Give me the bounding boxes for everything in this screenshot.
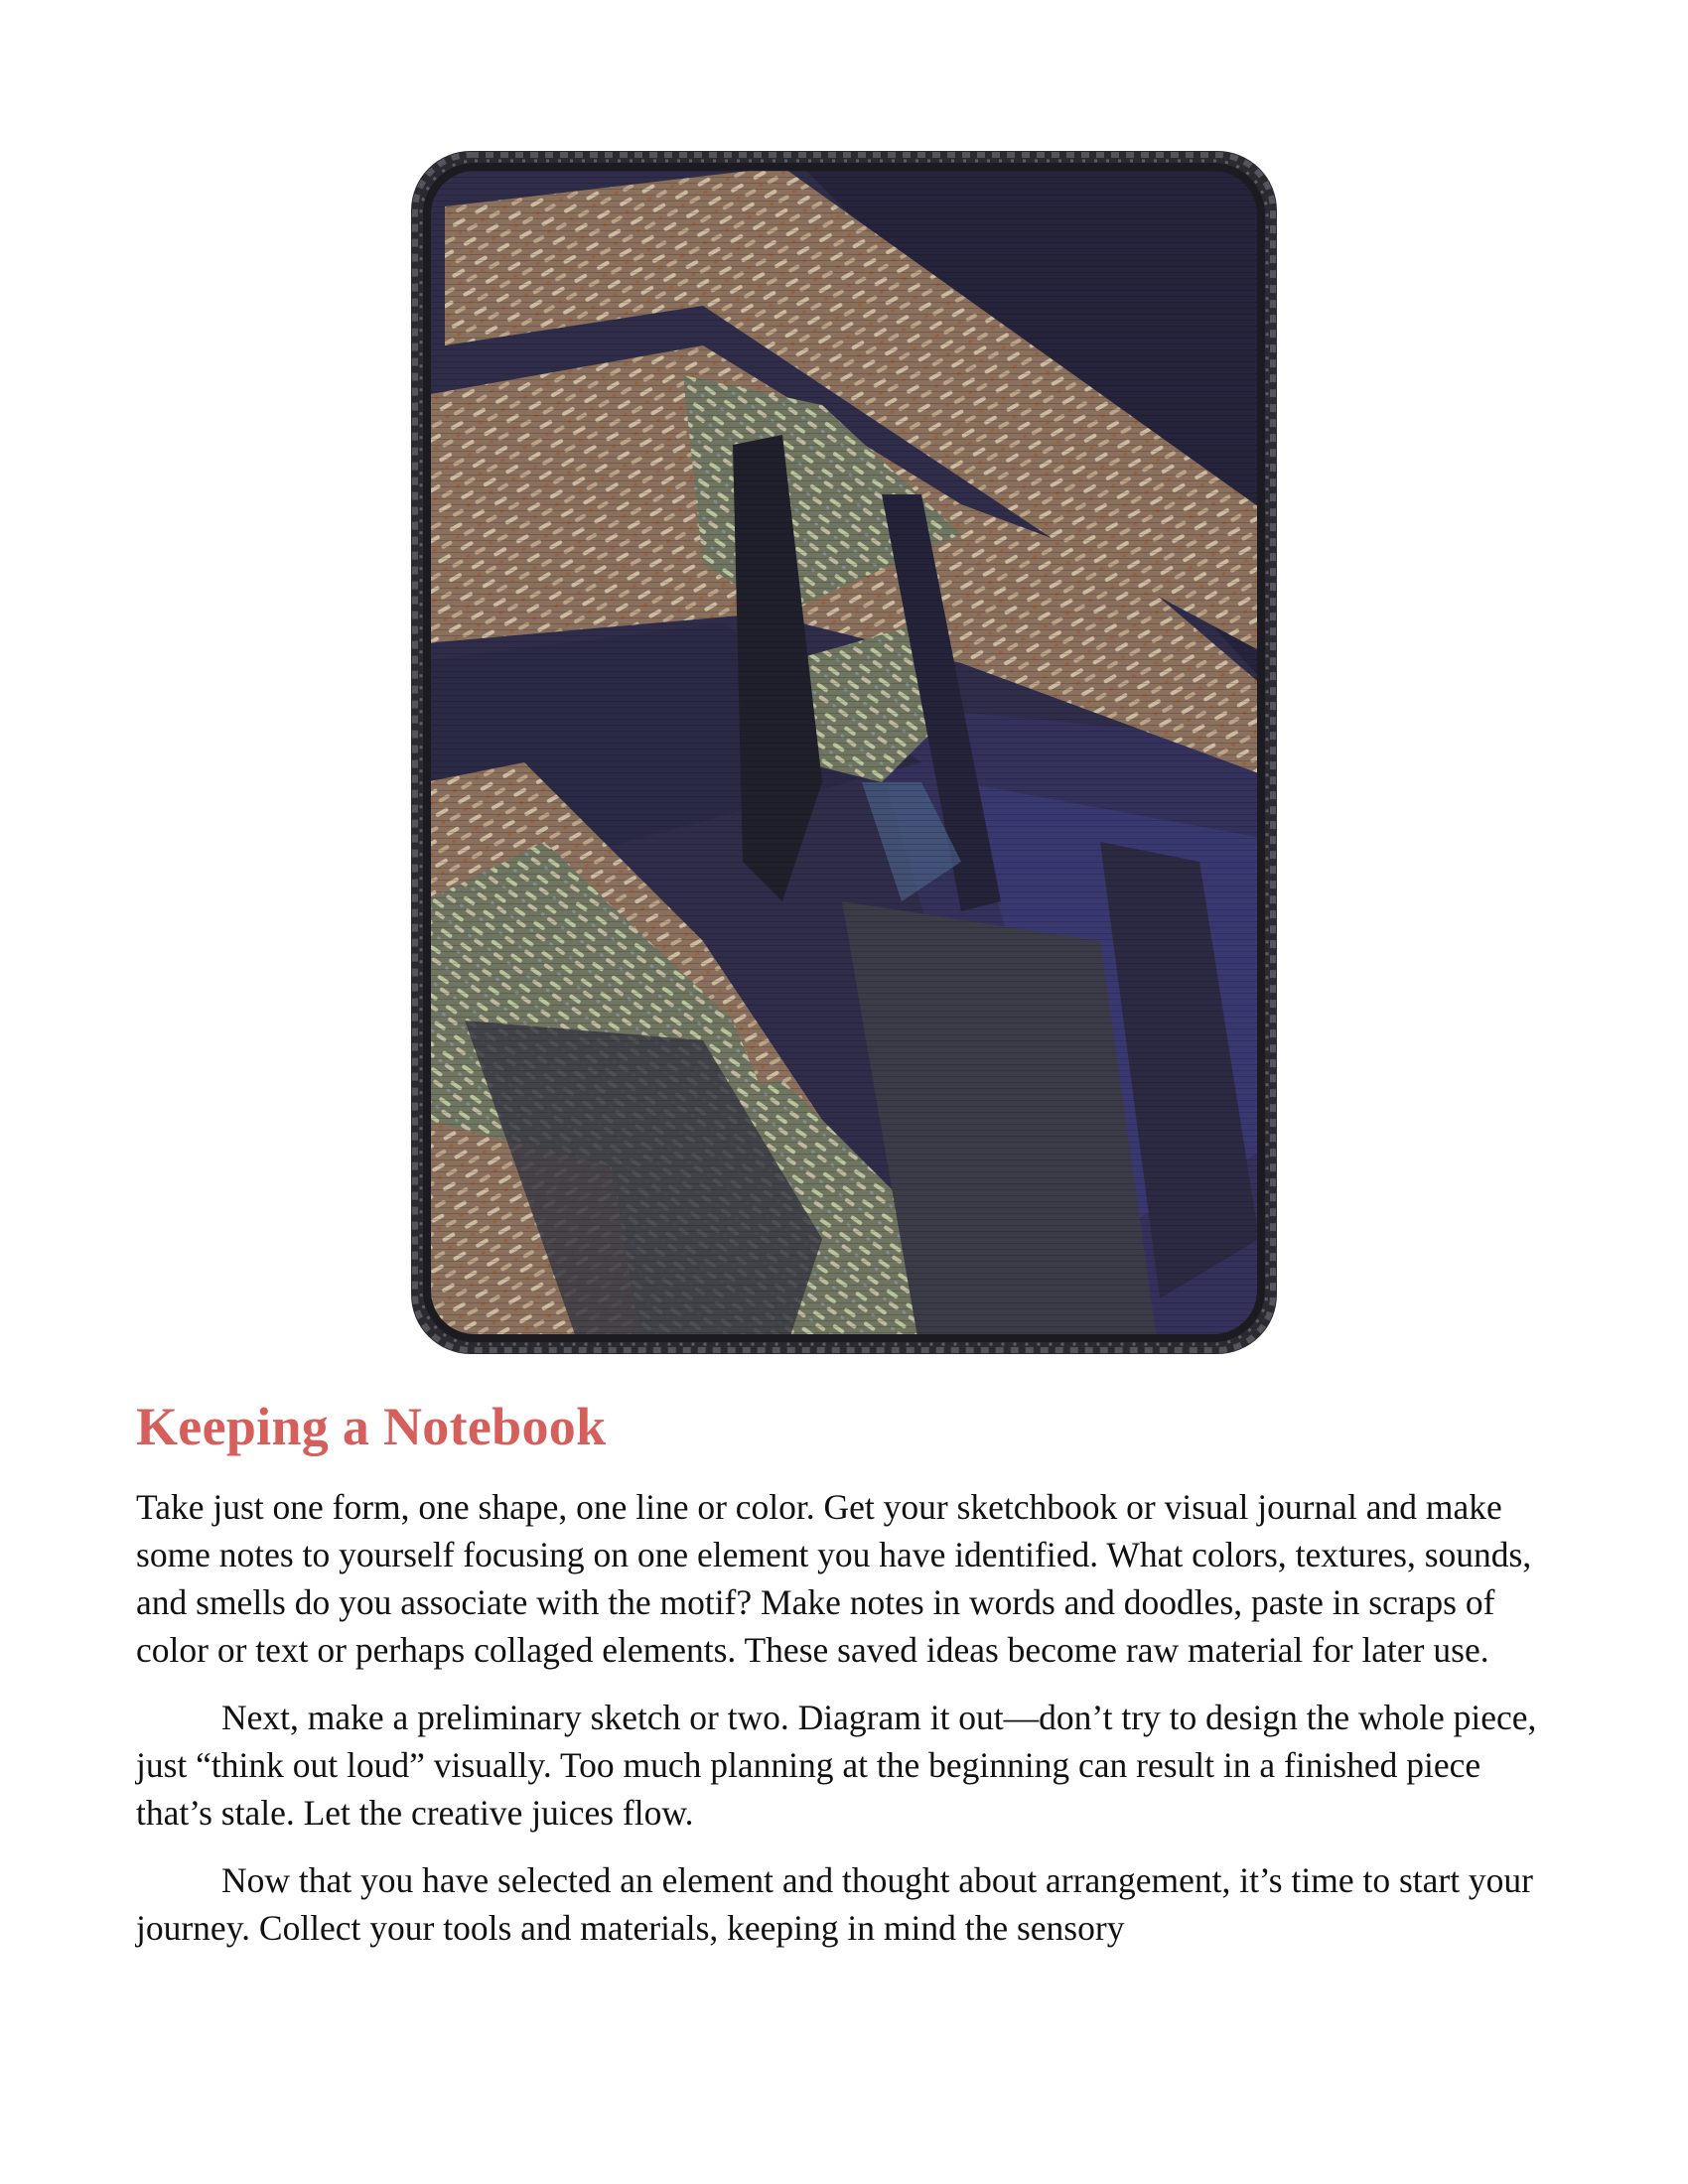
textile-artwork-image <box>405 147 1283 1360</box>
section-heading: Keeping a Notebook <box>136 1397 607 1456</box>
body-text <box>136 1483 1556 1972</box>
paragraph-2: Next, make a preliminary sketch or two. Diagram it out—don’t try to design the whole piece, just “think out loud” visually. Too much planning at the beginning can result in a finished piece that’s stale. Let the creative juices flow. <box>136 1698 1537 1833</box>
textile-artwork-figure <box>405 147 1283 1360</box>
paragraph-1: Take just one form, one shape, one line or color. Get your sketchbook or visual journal and make some notes to yourself focusing on one element you have identified. What colors, textures, sounds, and smells do you associate with the motif? Make notes in words and doodles, paste in scraps of color or text or perhaps collaged elements. These saved ideas become raw material for later use. <box>136 1487 1532 1670</box>
paragraph-3: Now that you have selected an element and thought about arrangement, it’s time to start your journey. Collect your tools and materials, keeping in mind the sensory <box>136 1860 1534 1948</box>
